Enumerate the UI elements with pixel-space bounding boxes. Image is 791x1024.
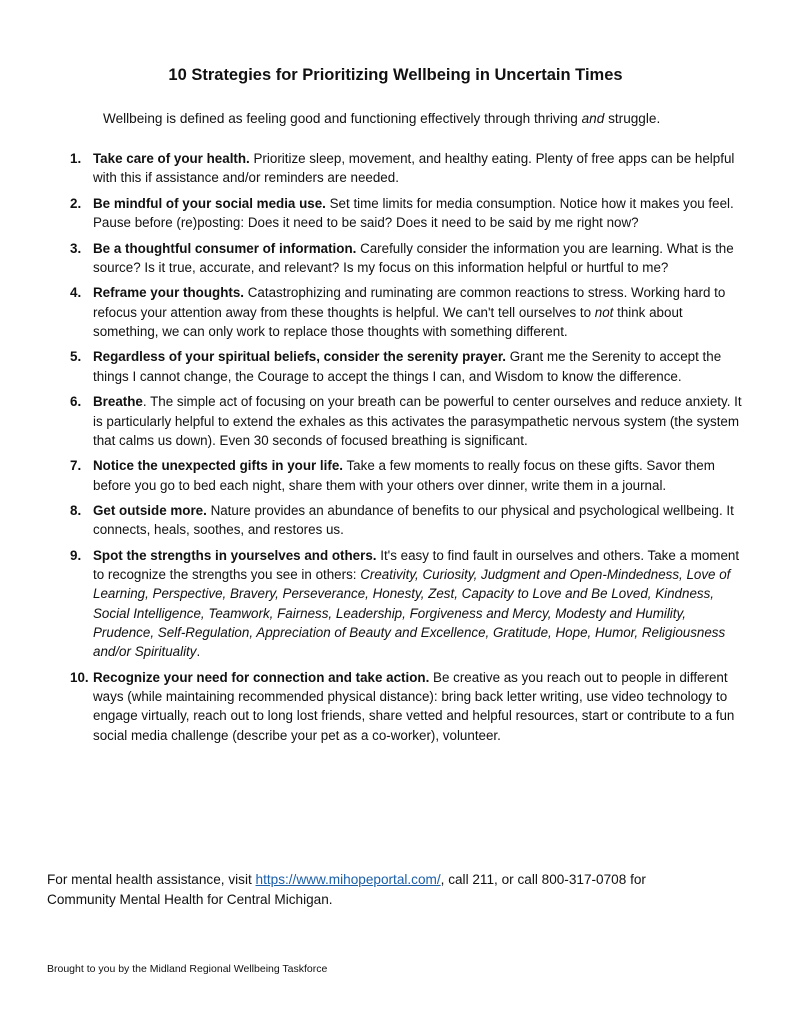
strategy-text: Carefully consider the information you are learning. What is the source? Is it true, accurate, and relevant? Is my focus on this information helpful or hurtful to me? xyxy=(93,240,734,275)
mihopeportal-link[interactable]: https://www.mihopeportal.com/ xyxy=(255,872,441,887)
strategy-item-8 xyxy=(48,501,748,540)
strategy-title: Be mindful of your social media use. xyxy=(93,195,326,211)
strategy-text: Grant me the Serenity to accept the things I cannot change, the Courage to accept the things I can, and Wisdom to know the difference. xyxy=(93,349,722,384)
strategy-text-end: . xyxy=(196,644,201,660)
strategy-item-7 xyxy=(48,456,748,495)
page-title: 10 Strategies for Prioritizing Wellbeing in Uncertain Times xyxy=(168,66,623,84)
strategy-text: Prioritize sleep, movement, and healthy eating. Plenty of free apps can be helpful with this if assistance and/or reminders are needed. xyxy=(93,151,735,186)
strategy-item-5 xyxy=(48,347,748,386)
strategy-text: Nature provides an abundance of benefits to our physical and psychological wellbeing. It connects, heals, soothes, and restores us. xyxy=(93,503,734,538)
strategy-number: 5. xyxy=(70,349,82,365)
strategy-number: 8. xyxy=(70,503,82,519)
strategy-item-4 xyxy=(48,283,748,341)
help-text: For mental health assistance, visit xyxy=(47,872,256,887)
credit-line: Brought to you by the Midland Regional Wellbeing Taskforce xyxy=(47,963,328,975)
strategy-text: Take a few moments to really focus on these gifts. Savor them before you go to bed each night, share them with your others over dinner, write them in a journal. xyxy=(93,458,715,493)
strategy-title: Be a thoughtful consumer of information. xyxy=(93,240,357,256)
strategy-number: 9. xyxy=(70,547,82,563)
strategy-item-2 xyxy=(48,194,748,233)
intro-paragraph xyxy=(103,110,743,128)
help-text-end: , call 211, or call 800-317-0708 for Community Mental Health for Central Michigan. xyxy=(47,872,646,907)
strategy-item-6 xyxy=(48,392,748,450)
strategy-text-end: think about something, we can only work to replace those thoughts with something different. xyxy=(93,304,683,339)
strategy-title: Spot the strengths in yourselves and others. xyxy=(93,547,377,563)
strategy-text: . The simple act of focusing on your breath can be powerful to center ourselves and reduce anxiety. It is particularly helpful to extend the exhales as this activates the parasympathetic nervous system (the system that calms us down). Even 30 seconds of focused breathing is significant. xyxy=(93,394,742,448)
intro-emphasis: and xyxy=(581,111,605,126)
strategy-number: 6. xyxy=(70,394,82,410)
strategy-item-1 xyxy=(48,149,748,188)
help-resources xyxy=(47,870,697,910)
strategy-title: Get outside more. xyxy=(93,503,207,519)
intro-text: Wellbeing is defined as feeling good and functioning effectively through thriving xyxy=(103,111,582,126)
strategy-item-10 xyxy=(48,668,748,745)
strategy-title: Recognize your need for connection and take action. xyxy=(93,669,430,685)
strategy-list xyxy=(48,149,748,751)
strategy-emphasis: not xyxy=(594,304,614,320)
strategy-title: Reframe your thoughts. xyxy=(93,285,245,301)
strengths-list: Creativity, Curiosity, Judgment and Open-Mindedness, Love of Learning, Perspective, Bravery, Perseverance, Honesty, Zest, Capacity to Love and Be Loved, Kindness, Social Intelligence, Teamwork, Fairness, Leadership, Forgiveness and Mercy, Modesty and Humility, Prudence, Self-Regulation, Appreciation of Beauty and Excellence, Gratitude, Hope, Humor, Religiousness and/or Spirituality xyxy=(93,567,731,660)
strategy-item-9 xyxy=(48,546,748,662)
strategy-text: Set time limits for media consumption. Notice how it makes you feel. Pause before (re)posting: Does it need to be said? Does it need to be said by me right now? xyxy=(93,195,734,231)
strategy-text: Be creative as you reach out to people in different ways (while maintaining recommended physical distance): bring back letter writing, use video technology to engage virtually, reach out to long lost friends, share vetted and helpful resources, start or contribute to a fun social media challenge (describe your pet as a co-worker), volunteer. xyxy=(93,669,735,743)
strategy-number: 1. xyxy=(70,151,82,166)
strategy-text: It's easy to find fault in ourselves and others. Take a moment to recognize the strengths you see in others: xyxy=(93,547,740,583)
strategy-number: 4. xyxy=(70,285,82,301)
strategy-title: Take care of your health. xyxy=(93,151,250,166)
strategy-item-3 xyxy=(48,239,748,278)
strategy-title: Regardless of your spiritual beliefs, consider the serenity prayer. xyxy=(93,349,507,365)
strategy-number: 10. xyxy=(70,669,89,685)
strategy-text: Catastrophizing and ruminating are common reactions to stress. Working hard to refocus your attention away from these thoughts is helpful. We can't tell ourselves to xyxy=(93,285,726,320)
strategy-title: Breathe xyxy=(93,394,143,410)
strategy-title: Notice the unexpected gifts in your life. xyxy=(93,458,343,474)
intro-text-end: struggle. xyxy=(604,111,661,126)
strategy-number: 7. xyxy=(70,458,82,474)
strategy-number: 2. xyxy=(70,195,82,211)
strategy-number: 3. xyxy=(70,240,82,256)
